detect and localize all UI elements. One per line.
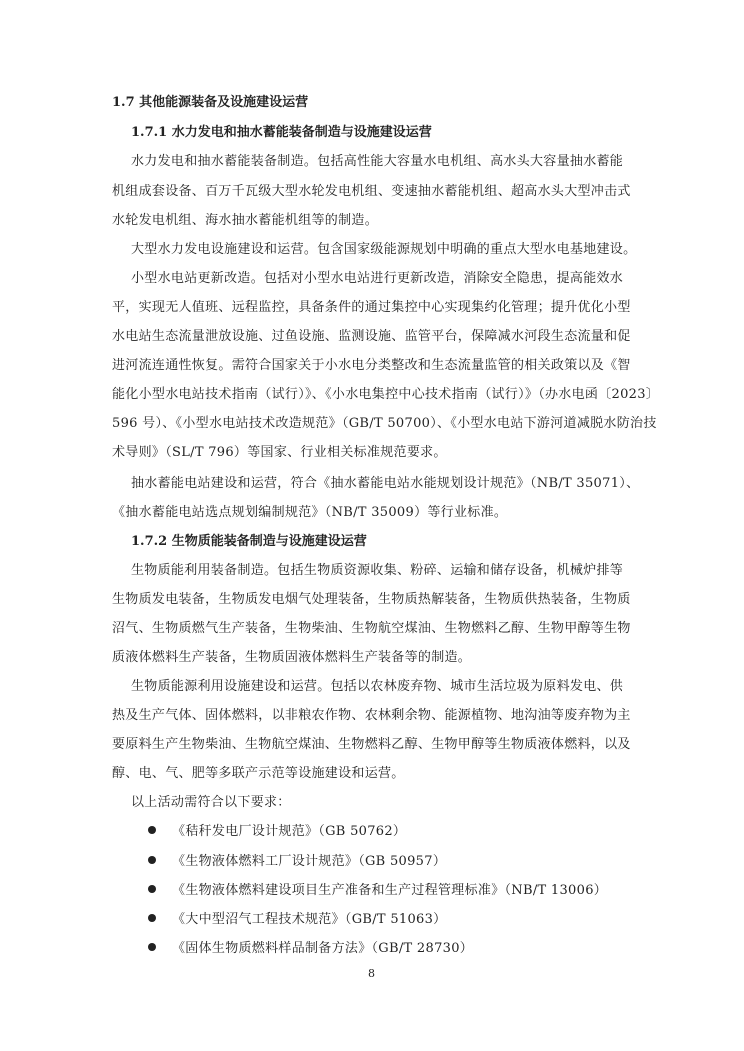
- bullet-dot-icon: [148, 826, 156, 834]
- bullet-item: 《固体生物质燃料样品制备方法》（GB/T 28730）: [172, 941, 474, 956]
- bullet-dot-icon: [148, 943, 156, 951]
- paragraph-line: 热及生产气体、固体燃料，以非粮农作物、农林剩余物、能源植物、地沟油等废弃物为主: [112, 708, 631, 723]
- page-number: 8: [368, 967, 375, 980]
- bullet-item: 《大中型沼气工程技术规范》（GB/T 51063）: [172, 912, 447, 927]
- bullet-dot-icon: [148, 914, 156, 922]
- paragraph-line: 进河流连通性恢复。需符合国家关于小水电分类整改和生态流量监管的相关政策以及《智: [112, 358, 631, 373]
- paragraph-line: 大型水力发电设施建设和运营。包含国家级能源规划中明确的重点大型水电基地建设。: [131, 242, 637, 257]
- paragraph-line: 术导则》（SL/T 796）等国家、行业相关标准规范要求。: [112, 445, 447, 460]
- paragraph-line: 平，实现无人值班、远程监控，具备条件的通过集控中心实现集约化管理；提升优化小型: [112, 300, 631, 315]
- paragraph-line: 水力发电和抽水蓄能装备制造。包括高性能大容量水电机组、高水头大容量抽水蓄能: [131, 154, 624, 169]
- bullet-dot-icon: [148, 856, 156, 864]
- bullet-item: 《生物液体燃料建设项目生产准备和生产过程管理标准》（NB/T 13006）: [172, 883, 608, 898]
- paragraph-line: 醇、电、气、肥等多联产示范等设施建设和运营。: [112, 766, 405, 781]
- paragraph-line: 596 号）、《小型水电站技术改造规范》（GB/T 50700）、《小型水电站下游河道减脱水防治技: [112, 416, 657, 431]
- paragraph-line: 抽水蓄能电站建设和运营，符合《抽水蓄能电站水能规划设计规范》（NB/T 35071）、: [131, 476, 640, 491]
- subsection-heading-1-7-1: 1.7.1 水力发电和抽水蓄能装备制造与设施建设运营: [131, 125, 432, 140]
- bullet-item: 《生物液体燃料工厂设计规范》（GB 50957）: [172, 854, 447, 869]
- paragraph-line: 生物质能利用装备制造。包括生物质资源收集、粉碎、运输和储存设备，机械炉排等: [131, 563, 624, 578]
- bullet-item: 《秸秆发电厂设计规范》（GB 50762）: [172, 824, 407, 839]
- paragraph-line: 《抽水蓄能电站选点规划编制规范》（NB/T 35009）等行业标准。: [112, 505, 508, 520]
- paragraph-line: 生物质能源利用设施建设和运营。包括以农林废弃物、城市生活垃圾为原料发电、供: [131, 679, 624, 694]
- section-heading: 1.7 其他能源装备及设施建设运营: [112, 95, 309, 110]
- paragraph-line: 机组成套设备、百万千瓦级大型水轮发电机组、变速抽水蓄能机组、超高水头大型冲击式: [112, 184, 631, 199]
- bullet-dot-icon: [148, 885, 156, 893]
- paragraph-line: 小型水电站更新改造。包括对小型水电站进行更新改造，消除安全隐患，提高能效水: [131, 271, 624, 286]
- paragraph-line: 以上活动需符合以下要求：: [131, 795, 291, 810]
- subsection-heading-1-7-2: 1.7.2 生物质能装备制造与设施建设运营: [131, 534, 367, 549]
- paragraph-line: 水电站生态流量泄放设施、过鱼设施、监测设施、监管平台，保障减水河段生态流量和促: [112, 329, 631, 344]
- paragraph-line: 质液体燃料生产装备，生物质固液体燃料生产装备等的制造。: [112, 650, 472, 665]
- paragraph-line: 沼气、生物质燃气生产装备，生物柴油、生物航空煤油、生物燃料乙醇、生物甲醇等生物: [112, 621, 631, 636]
- paragraph-line: 水轮发电机组、海水抽水蓄能机组等的制造。: [112, 213, 379, 228]
- paragraph-line: 生物质发电装备，生物质发电烟气处理装备，生物质热解装备，生物质供热装备，生物质: [112, 592, 631, 607]
- paragraph-line: 要原料生产生物柴油、生物航空煤油、生物燃料乙醇、生物甲醇等生物质液体燃料，以及: [112, 737, 631, 752]
- paragraph-line: 能化小型水电站技术指南（试行）》、《小水电集控中心技术指南（试行）》（办水电函〔2023〕: [112, 387, 660, 402]
